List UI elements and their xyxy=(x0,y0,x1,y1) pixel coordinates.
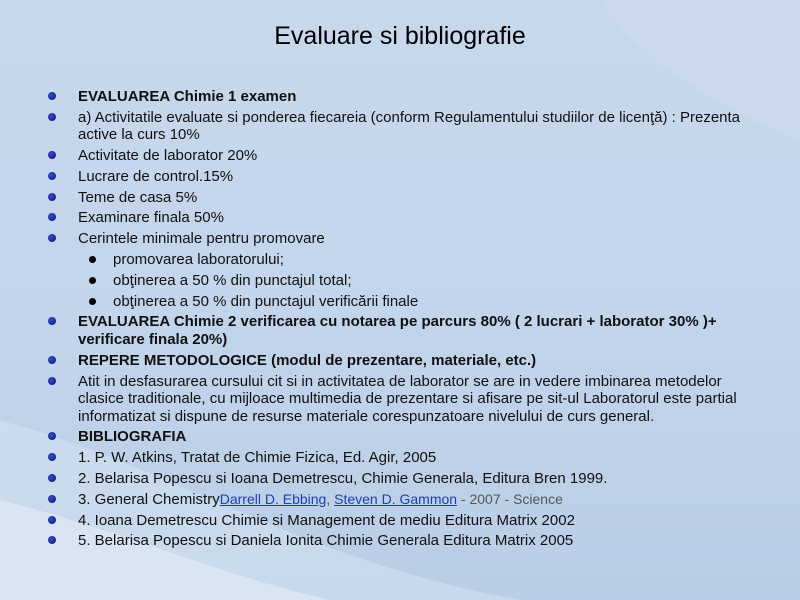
author-separator: , xyxy=(326,490,335,507)
list-item-text: Teme de casa 5% xyxy=(78,188,198,206)
bullet-icon xyxy=(48,377,56,385)
sub-bullet-icon xyxy=(89,277,96,284)
bullet-icon xyxy=(48,453,56,461)
list-item xyxy=(48,109,748,144)
list-item xyxy=(48,230,748,248)
slide-title: Evaluare si bibliografie xyxy=(274,22,526,50)
publication-info: - 2007 - Science xyxy=(457,490,563,507)
bullet-icon xyxy=(48,536,56,544)
list-item-text: REPERE METODOLOGICE (modul de prezentare, materiale, etc.) xyxy=(78,351,537,369)
list-item-text: BIBLIOGRAFIA xyxy=(78,428,187,446)
list-item xyxy=(48,313,748,348)
list-item-text: a) Activitatile evaluate si ponderea fiecareia (conform Regulamentului studiilor de licenţă) : Prezenta active la curs 10% xyxy=(78,108,741,144)
list-item xyxy=(48,352,748,370)
bullet-icon xyxy=(48,356,56,364)
list-item-text: EVALUAREA Chimie 1 examen xyxy=(78,88,297,105)
list-item xyxy=(48,88,748,106)
list-item xyxy=(48,470,748,488)
bullet-list xyxy=(48,88,748,553)
list-item xyxy=(48,168,748,186)
list-item xyxy=(48,491,748,509)
list-item xyxy=(48,189,748,207)
bullet-icon xyxy=(48,516,56,524)
sub-bullet-icon xyxy=(89,298,96,305)
list-item xyxy=(48,373,748,426)
bullet-icon xyxy=(48,172,56,180)
list-item xyxy=(48,428,748,446)
list-item xyxy=(48,449,748,467)
list-item-text: 5. Belarisa Popescu si Daniela Ionita Chimie Generala Editura Matrix 2005 xyxy=(78,532,574,550)
list-item-text: Lucrare de control.15% xyxy=(78,167,234,185)
author-link-ebbing[interactable]: Darrell D. Ebbing xyxy=(219,490,327,507)
bullet-icon xyxy=(48,234,56,242)
list-item-text: Activitate de laborator 20% xyxy=(78,147,258,165)
bullet-icon xyxy=(48,495,56,503)
bullet-icon xyxy=(48,113,56,121)
sub-list-item xyxy=(48,272,748,290)
author-link-gammon[interactable]: Steven D. Gammon xyxy=(334,490,458,507)
bullet-icon xyxy=(48,432,56,440)
sub-bullet-icon xyxy=(89,256,96,263)
sub-list-item xyxy=(48,251,748,269)
list-item-text: 4. Ioana Demetrescu Chimie si Management de mediu Editura Matrix 2002 xyxy=(78,511,575,529)
list-item-text: 3. General Chemistry xyxy=(78,490,220,508)
bullet-icon xyxy=(48,474,56,482)
bullet-icon xyxy=(48,151,56,159)
bullet-icon xyxy=(48,92,56,100)
list-item-text: obţinerea a 50 % din punctajul total; xyxy=(113,271,352,289)
list-item-text: EVALUAREA Chimie 2 verificarea cu notarea pe parcurs 80% ( 2 lucrari + laborator 30% )+ verificare finala 20%) xyxy=(78,313,717,348)
list-item-text: Examinare finala 50% xyxy=(78,209,224,227)
list-item xyxy=(48,532,748,550)
bullet-icon xyxy=(48,317,56,325)
list-item xyxy=(48,147,748,165)
list-item-text: promovarea laboratorului; xyxy=(113,251,284,269)
list-item xyxy=(48,209,748,227)
list-item xyxy=(48,512,748,530)
list-item-text: 1. P. W. Atkins, Tratat de Chimie Fizica, Ed. Agir, 2005 xyxy=(78,449,437,467)
bullet-icon xyxy=(48,193,56,201)
list-item-text: Cerintele minimale pentru promovare xyxy=(78,230,325,248)
list-item-text: 2. Belarisa Popescu si Ioana Demetrescu, Chimie Generala, Editura Bren 1999. xyxy=(78,469,608,487)
list-item-text: obţinerea a 50 % din punctajul verificării finale xyxy=(113,292,419,310)
list-item-text: Atit in desfasurarea cursului cit si in activitatea de laborator se are in vedere imbinarea metodelor clasice traditionale, cu mijloace multimedia de prezentare si afisare pe sit-ul Laboratorul este partial informatizat si dispune de resurse materiale corespunzatoare nivelului de curs general. xyxy=(78,372,737,425)
sub-list-item xyxy=(48,293,748,311)
bullet-icon xyxy=(48,213,56,221)
